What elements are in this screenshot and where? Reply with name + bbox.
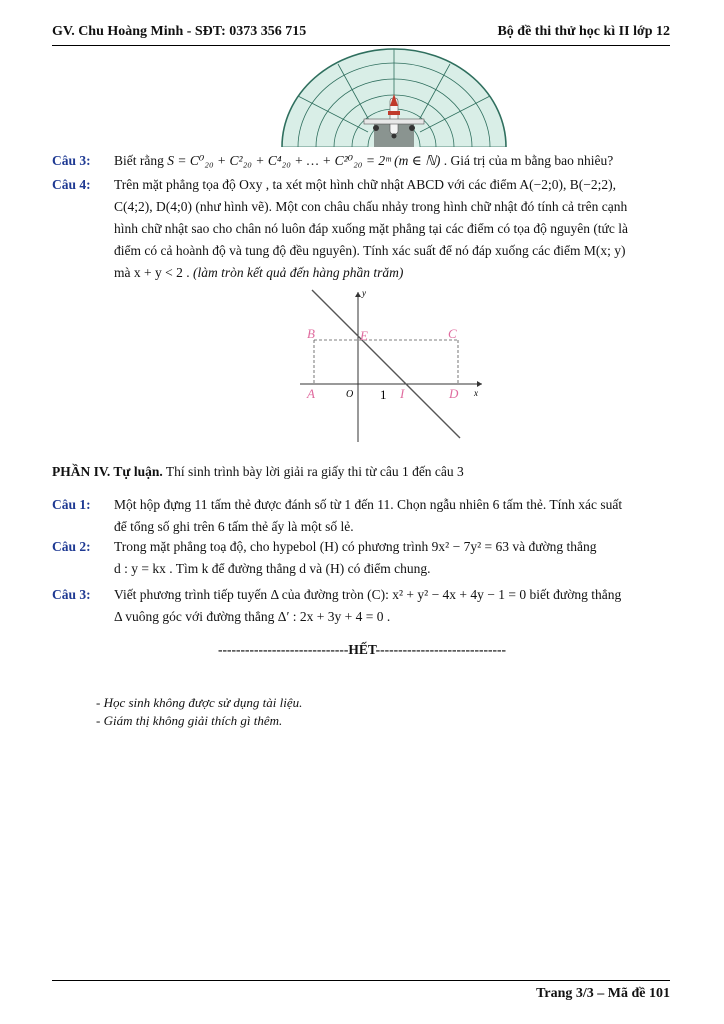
header-author: GV. Chu Hoàng Minh - SĐT: 0373 356 715 [52,24,307,39]
point-a-label: A [307,386,315,401]
essay-2-label: Câu 2: [52,539,91,554]
point-b-label: B [307,326,315,341]
point-d-label: D [449,386,459,401]
point-c-label: C [448,326,457,341]
essay-2-line1: Trong mặt phẳng toạ độ, cho hypebol (H) có phương trình 9x² − 7y² = 63 và đường thẳng [114,539,597,554]
question-3-tail: . Giá trị của m bằng bao nhiêu? [443,153,614,168]
header-title: Bộ đề thi thử học kì II lớp 12 [497,24,670,39]
question-4-line5-condition: mà x + y < 2 . [114,265,190,280]
essay-3-label: Câu 3: [52,587,91,602]
x-axis-label: x [474,388,478,398]
question-4-line5-note: (làm tròn kết quả đến hàng phần trăm) [192,265,404,280]
question-3-formula: S = C⁰₂₀ + C²₂₀ + C⁴₂₀ + … + C²⁰₂₀ = 2ᵐ (m ∈ ℕ) [167,153,441,168]
question-4-line2: C(4;2), D(4;0) (như hình vẽ). Một con châu chấu nhảy trong hình chữ nhật đó tính cả trên cạnh [114,199,628,214]
question-3-label: Câu 3: [52,153,91,168]
footer-rule [52,980,670,981]
coordinate-graph [298,284,488,446]
point-e-label: E [360,328,368,343]
essay-1-label: Câu 1: [52,497,91,512]
line-x-plus-y-eq-2 [312,290,460,438]
hangar-illustration [278,46,510,148]
question-4-label: Câu 4: [52,177,91,192]
exam-notes [96,694,302,730]
essay-3-line2: Δ vuông góc với đường thẳng Δ′ : 2x + 3y + 4 = 0 . [114,609,391,624]
tick-one-label: 1 [380,387,387,402]
end-marker: -----------------------------HẾT----------------------------- [217,642,506,657]
essay-2-line2: d : y = kx . Tìm k để đường thẳng d và (H) có điểm chung. [114,561,431,576]
page-footer: Trang 3/3 – Mã đề 101 [536,986,670,1001]
part-4-heading [52,464,464,480]
part-4-description: Thí sinh trình bày lời giải ra giấy thi từ câu 1 đến câu 3 [165,464,464,479]
essay-3-line1: Viết phương trình tiếp tuyến Δ của đường tròn (C): x² + y² − 4x + 4y − 1 = 0 biết đường thẳng [114,587,622,602]
essay-1-line2: để tổng số ghi trên 6 tấm thẻ ấy là một số lẻ. [114,519,354,534]
note-2: - Giám thị không giải thích gì thêm. [96,713,283,728]
origin-label: O [346,389,354,400]
question-4-line4: điểm có cả hoành độ và tung độ đều nguyên). Tính xác suất để nó đáp xuống các điểm M(x; y) [114,243,626,258]
note-1: - Học sinh không được sử dụng tài liệu. [96,695,303,710]
question-4-line3: hình chữ nhật sao cho chân nó luôn đáp xuống mặt phẳng tại các điểm có tọa độ nguyên (tức là [114,221,628,236]
y-axis-label: y [362,288,366,298]
part-4-title: PHẦN IV. Tự luận. [52,464,163,479]
question-4-line1: Trên mặt phẳng tọa độ Oxy , ta xét một hình chữ nhật ABCD với các điểm A(−2;0), B(−2;2), [114,177,616,192]
essay-1-line1: Một hộp đựng 11 tấm thẻ được đánh số từ 1 đến 11. Chọn ngẫu nhiên 6 tấm thẻ. Tính xác suất [114,497,623,512]
question-3-lead: Biết rằng [114,153,164,168]
point-i-label: I [400,386,405,401]
